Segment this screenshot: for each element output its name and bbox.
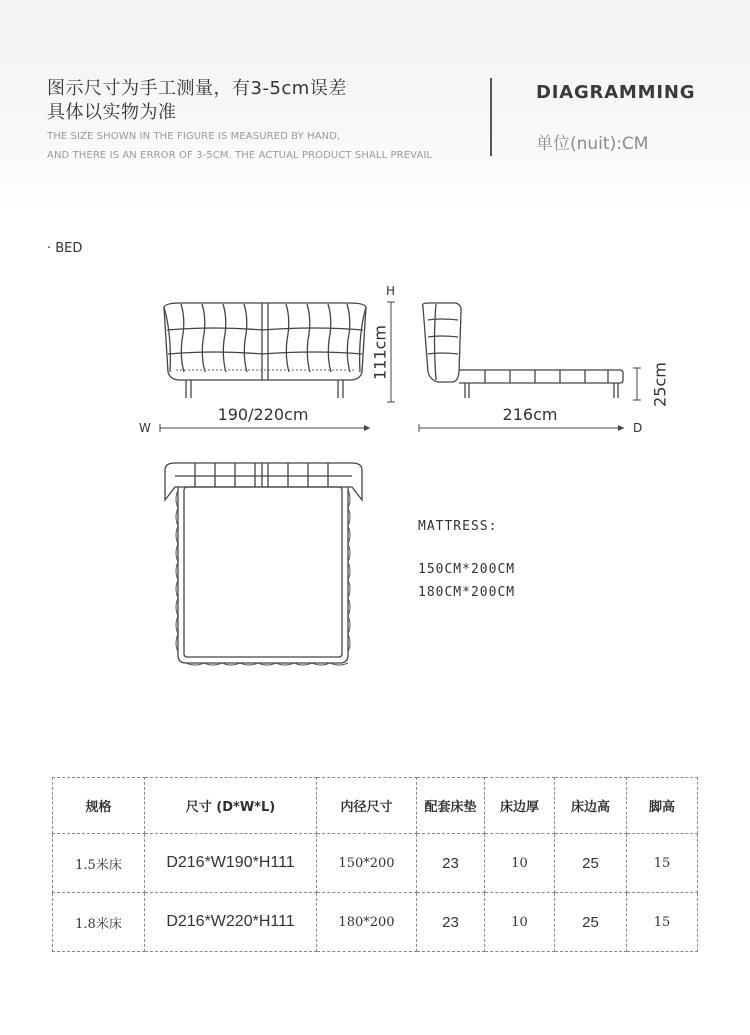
cell-mattress: 23	[417, 834, 485, 893]
header-size: 尺寸 (D*W*L)	[145, 778, 317, 834]
cell-inner-size: 180*200	[317, 893, 417, 952]
header-leg-height: 脚高	[627, 778, 698, 834]
cell-leg-height: 15	[627, 893, 698, 952]
table-row	[53, 893, 698, 952]
w-axis-letter: W	[139, 421, 151, 435]
cell-spec: 1.8米床	[53, 893, 145, 952]
h-axis-letter: H	[386, 284, 396, 298]
d-axis-letter: D	[633, 421, 643, 435]
depth-dimension-label: 216cm	[502, 405, 558, 424]
mattress-size-2: 180CM*200CM	[418, 585, 516, 600]
header-edge-height: 床边高	[555, 778, 627, 834]
width-dimension-label: 190/220cm	[217, 405, 309, 424]
height-dimension-label: 111cm	[370, 325, 390, 380]
cell-leg-height: 15	[627, 834, 698, 893]
header-inner-size: 内径尺寸	[317, 778, 417, 834]
spec-table	[52, 777, 698, 952]
section-label: · BED	[47, 241, 83, 256]
header-edge-thickness: 床边厚	[485, 778, 555, 834]
cell-edge-thickness: 10	[485, 834, 555, 893]
note-en-line1: THE SIZE SHOWN IN THE FIGURE IS MEASURED BY HAND,	[47, 131, 341, 142]
header-mattress: 配套床垫	[417, 778, 485, 834]
cell-mattress: 23	[417, 893, 485, 952]
side-height-dimension-label: 25cm	[650, 362, 670, 407]
header-spec: 规格	[53, 778, 145, 834]
cell-edge-height: 25	[555, 834, 627, 893]
cell-edge-height: 25	[555, 893, 627, 952]
cell-size: D216*W220*H111	[145, 893, 317, 952]
cell-size: D216*W190*H111	[145, 834, 317, 893]
cell-inner-size: 150*200	[317, 834, 417, 893]
mattress-title: MATTRESS:	[418, 519, 498, 534]
table-header-row	[53, 778, 698, 834]
table-row	[53, 834, 698, 893]
note-en-line2: AND THERE IS AN ERROR OF 3-5CM. THE ACTUAL PRODUCT SHALL PREVAIL	[47, 150, 433, 161]
unit-label: 单位(nuit):CM	[536, 134, 649, 154]
mattress-size-1: 150CM*200CM	[418, 562, 516, 577]
diagram-title: DIAGRAMMING	[536, 82, 696, 103]
cell-spec: 1.5米床	[53, 834, 145, 893]
cell-edge-thickness: 10	[485, 893, 555, 952]
note-cn-line1: 图示尺寸为手工测量，有3-5cm误差	[47, 78, 347, 99]
note-cn-line2: 具体以实物为准	[47, 102, 177, 123]
